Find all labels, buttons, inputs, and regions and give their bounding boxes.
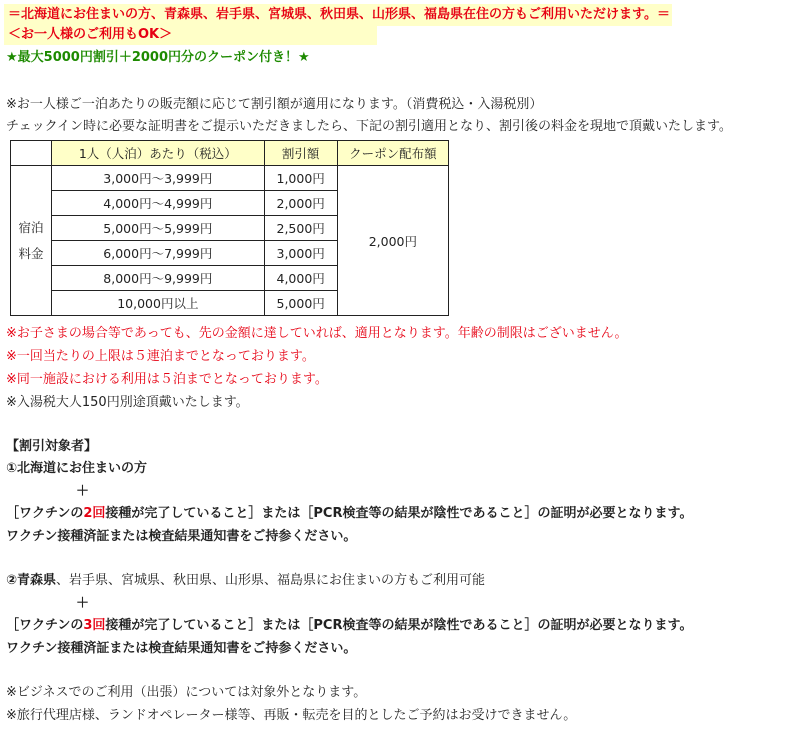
eligibility-heading: 【割引対象者】 xyxy=(6,439,98,454)
group1-plus: ＋ xyxy=(76,484,90,499)
table-corner-cell xyxy=(11,141,52,166)
group2-document-note: ワクチン接種済証または検査結果通知書をご持参ください。 xyxy=(6,641,357,656)
price-range-header: 1人（人泊）あたり（税込） xyxy=(52,141,264,166)
table-header-row xyxy=(11,141,449,166)
group2-title-rest: 、岩手県、宮城県、秋田県、山形県、福島県にお住まいの方もご利用可能 xyxy=(56,573,486,588)
group1-req-suffix: 接種が完了していること］または［PCR検査等の結果が陰性であること］の証明が必要となります。 xyxy=(105,506,693,521)
solo-traveler-banner: ＜お一人様のご利用もOK＞ xyxy=(4,25,377,45)
discount-cell: 3,000円 xyxy=(264,241,337,266)
business-trip-exclusion-note: ※ビジネスでのご利用（出張）については対象外となります。 xyxy=(6,685,367,700)
accommodation-fee-label xyxy=(11,166,52,316)
price-range-cell: 3,000円～3,999円 xyxy=(52,166,264,191)
discount-intro-note: ※お一人様ご一泊あたりの販売額に応じて割引額が適用になります。（消費税込・入湯税別） xyxy=(6,97,543,112)
eligible-regions-banner: ＝北海道にお住まいの方、青森県、岩手県、宮城県、秋田県、山形県、福島県在住の方もご利用いただけます。＝ xyxy=(4,4,672,26)
discount-price-table xyxy=(10,140,449,316)
bathing-tax-note: ※入湯税大人150円別途頂戴いたします。 xyxy=(6,395,249,410)
table-row xyxy=(11,166,449,191)
resale-exclusion-note: ※旅行代理店様、ランドオペレーター様等、再販・転売を目的としたご予約はお受けできません。 xyxy=(6,708,577,723)
group2-title-aomori: 青森県 xyxy=(17,573,57,588)
group1-vaccine-count: 2回 xyxy=(83,506,106,521)
group1-req-prefix: ［ワクチンの xyxy=(6,506,84,521)
group1-requirement xyxy=(6,505,692,523)
group2-requirement xyxy=(6,617,692,635)
price-range-cell: 4,000円～4,999円 xyxy=(52,191,264,216)
group1-document-note: ワクチン接種済証または検査結果通知書をご持参ください。 xyxy=(6,529,357,544)
group2-title-number: ② xyxy=(6,573,18,588)
checkin-proof-note: チェックイン時に必要な証明書をご提示いただきましたら、下記の割引適用となり、割引後の料金を現地で頂戴いたします。 xyxy=(6,119,732,134)
group2-plus: ＋ xyxy=(76,596,90,611)
discount-cell: 1,000円 xyxy=(264,166,337,191)
price-range-cell: 6,000円～7,999円 xyxy=(52,241,264,266)
children-note: ※お子さまの場合等であっても、先の金額に達していれば、適用となります。年齢の制限はございません。 xyxy=(6,326,628,341)
coupon-amount-cell: 2,000円 xyxy=(337,166,448,316)
group2-req-suffix: 接種が完了していること］または［PCR検査等の結果が陰性であること］の証明が必要となります。 xyxy=(105,618,693,633)
price-range-cell: 10,000円以上 xyxy=(52,291,264,316)
discount-coupon-banner: ★最大5000円割引＋2000円分のクーポン付き！★ xyxy=(6,50,310,65)
discount-cell: 2,000円 xyxy=(264,191,337,216)
group2-req-prefix: ［ワクチンの xyxy=(6,618,84,633)
discount-cell: 4,000円 xyxy=(264,266,337,291)
discount-header: 割引額 xyxy=(264,141,337,166)
side-label-line2: 料金 xyxy=(18,245,44,261)
same-facility-limit-note: ※同一施設における利用は５泊までとなっております。 xyxy=(6,372,328,387)
price-range-cell: 8,000円～9,999円 xyxy=(52,266,264,291)
group2-vaccine-count: 3回 xyxy=(83,618,106,633)
side-label-line1: 宿泊 xyxy=(18,219,44,235)
price-range-cell: 5,000円～5,999円 xyxy=(52,216,264,241)
group2-title xyxy=(6,572,485,590)
consecutive-night-limit-note: ※一回当たりの上限は５連泊までとなっております。 xyxy=(6,349,315,364)
group1-title: ①北海道にお住まいの方 xyxy=(6,461,148,476)
discount-cell: 5,000円 xyxy=(264,291,337,316)
discount-cell: 2,500円 xyxy=(264,216,337,241)
coupon-header: クーポン配布額 xyxy=(337,141,448,166)
